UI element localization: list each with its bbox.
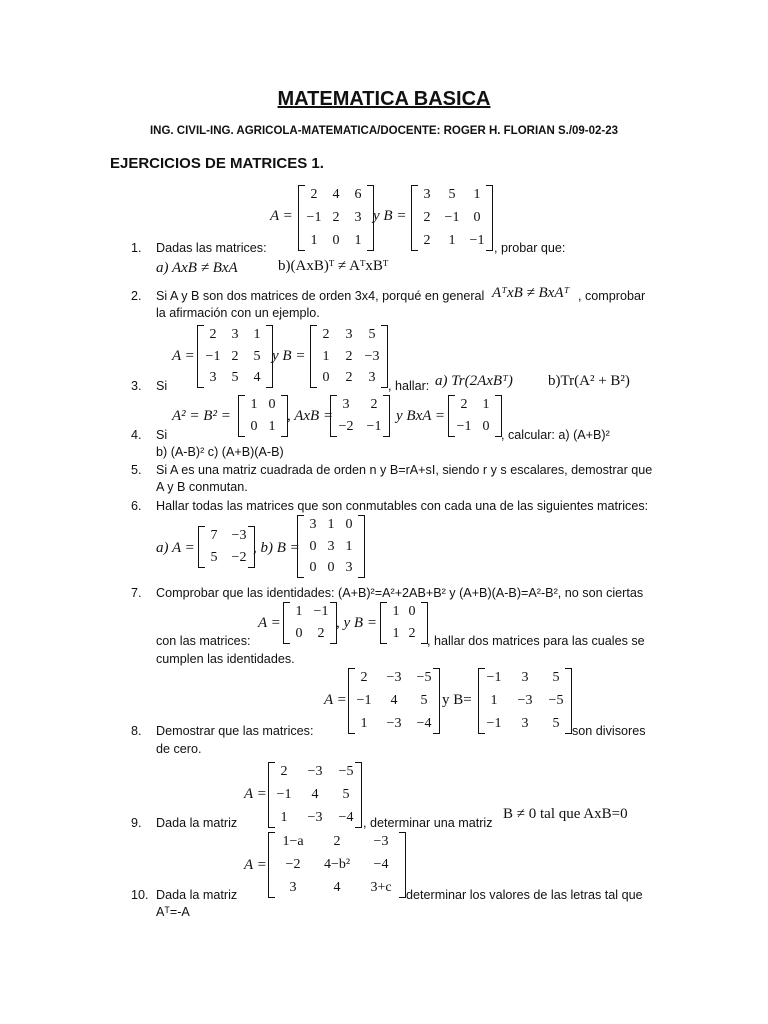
matrix-cell: −1 — [486, 670, 502, 685]
ex1-part-b: b)(AxB)ᵀ ≠ AᵀxBᵀ — [278, 258, 389, 274]
matrix-cell: 1 — [490, 693, 498, 708]
matrix-cell: 4−b² — [323, 857, 351, 872]
matrix-cell: 5 — [253, 348, 261, 364]
matrix-cell: 0 — [482, 419, 490, 434]
matrix-cell: −1 — [366, 419, 382, 434]
matrix-cell: 3 — [423, 187, 431, 202]
matrix-cell: 2 — [333, 834, 341, 849]
matrix-cell: 0 — [309, 560, 317, 575]
matrix-cell: −2 — [231, 550, 247, 565]
ex6-text: Hallar todas las matrices que son conmutables con cada una de las siguientes matrices: — [156, 499, 649, 513]
matrix-cell: 5 — [368, 327, 376, 342]
ex3-part-b: b)Tr(A² + B²) — [548, 373, 630, 389]
matrix-cell: 3 — [231, 327, 239, 342]
matrix-cell: 5 — [552, 670, 560, 685]
ex4-text: Si — [156, 428, 168, 442]
matrix-cell: 0 — [250, 419, 258, 434]
matrix-cell: 2 — [408, 626, 416, 641]
ex5-number: 5. — [131, 463, 142, 477]
ex8-line2: de cero. — [156, 742, 202, 756]
ex7-matrix-a — [283, 602, 337, 644]
matrix-cell: 3 — [309, 517, 317, 532]
ex4-matrix-3 — [448, 395, 502, 437]
matrix-cell: 2 — [370, 397, 378, 412]
ex3-label-a: A = — [172, 348, 195, 364]
matrix-cell: 3 — [345, 327, 353, 342]
ex10-after: determinar los valores de las letras tal que — [406, 888, 643, 902]
matrix-cell: 0 — [345, 517, 353, 532]
matrix-cell: 2 — [231, 348, 239, 364]
ex6-label-a: a) A = — [156, 540, 195, 556]
ex8-text: Demostrar que las matrices: — [156, 724, 314, 738]
ex9-label-a: A = — [244, 786, 267, 802]
matrix-cell: −4 — [373, 857, 389, 872]
matrix-cell: 3+c — [370, 880, 392, 895]
ex9-after: , determinar una matriz — [363, 816, 493, 830]
matrix-cell: −3 — [373, 834, 389, 849]
matrix-cell: 4 — [390, 693, 398, 708]
ex7-label-a: A = — [258, 615, 281, 631]
ex1-matrix-b — [411, 185, 493, 251]
matrix-cell: 3 — [209, 370, 217, 385]
ex8-number: 8. — [131, 724, 142, 738]
ex3-matrix-a — [197, 325, 273, 388]
matrix-cell: 3 — [327, 538, 335, 554]
matrix-cell: 1 — [392, 626, 400, 641]
matrix-cell: 5 — [231, 370, 239, 385]
ex9-text: Dada la matriz — [156, 816, 238, 830]
ex1-matrix-a — [298, 185, 374, 251]
ex8-matrix-b — [478, 668, 572, 734]
ex10-text: Dada la matriz — [156, 888, 238, 902]
matrix-cell: 5 — [342, 787, 350, 802]
ex6-matrix-b — [297, 515, 365, 578]
ex4-label-3: y BxA = — [396, 408, 445, 424]
matrix-cell: 2 — [423, 210, 431, 225]
matrix-cell: 3 — [342, 397, 350, 412]
ex4-after: , calcular: a) (A+B)² — [501, 428, 610, 442]
ex10-label-a: A = — [244, 857, 267, 873]
matrix-cell: 3 — [354, 210, 362, 225]
matrix-cell: 1 — [253, 327, 261, 342]
matrix-cell: 5 — [448, 187, 456, 202]
ex7-matrix-b — [380, 602, 428, 644]
ex10-matrix-a — [268, 832, 406, 898]
matrix-cell: 5 — [420, 693, 428, 708]
matrix-cell: 1 — [322, 348, 330, 364]
ex7-number: 7. — [131, 586, 142, 600]
ex8-after: son divisores — [572, 724, 646, 738]
matrix-cell: −5 — [416, 670, 432, 685]
matrix-cell: −2 — [285, 857, 301, 872]
matrix-cell: 7 — [210, 528, 218, 543]
matrix-cell: −3 — [386, 716, 402, 731]
matrix-cell: 0 — [268, 397, 276, 412]
matrix-cell: 2 — [345, 348, 353, 364]
ex10-line2: Aᵀ=-A — [156, 905, 190, 919]
matrix-cell: 2 — [280, 764, 288, 779]
matrix-cell: −3 — [517, 693, 533, 708]
matrix-cell: 2 — [345, 370, 353, 385]
matrix-cell: −1 — [444, 210, 460, 225]
matrix-cell: 2 — [460, 397, 468, 412]
matrix-cell: 2 — [332, 210, 340, 225]
matrix-cell: 3 — [521, 716, 529, 731]
ex2-after: , comprobar — [578, 289, 646, 303]
matrix-cell: 1 — [392, 604, 400, 619]
matrix-cell: 1 — [310, 233, 318, 248]
ex7-line2a: con las matrices: — [156, 634, 251, 648]
matrix-cell: 2 — [360, 670, 368, 685]
ex3-text: Si — [156, 379, 168, 393]
matrix-cell: −1 — [306, 210, 322, 225]
ex3-part-a: a) Tr(2AxBᵀ) — [435, 373, 513, 389]
matrix-cell: 0 — [295, 626, 303, 641]
ex3-matrix-b — [310, 325, 388, 388]
matrix-cell: 1 — [473, 187, 481, 202]
matrix-cell: 3 — [521, 670, 529, 685]
ex7-text: Comprobar que las identidades: (A+B)²=A²+2AB+B² y (A+B)(A-B)=A²-B², no son ciertas — [156, 586, 644, 600]
ex9-number: 9. — [131, 816, 142, 830]
ex6-label-b: , b) B = — [253, 540, 300, 556]
matrix-cell: 0 — [322, 370, 330, 385]
section-heading: EJERCICIOS DE MATRICES 1. — [110, 155, 324, 172]
matrix-cell: 1−a — [282, 834, 304, 849]
ex2-number: 2. — [131, 289, 142, 303]
ex4-matrix-2 — [330, 395, 390, 437]
ex7-line2b: , hallar dos matrices para las cuales se — [427, 634, 645, 648]
matrix-cell: 1 — [280, 810, 288, 825]
ex2-line2: la afirmación con un ejemplo. — [156, 306, 320, 320]
matrix-cell: −3 — [364, 348, 380, 364]
matrix-cell: 1 — [345, 538, 353, 554]
matrix-cell: 4 — [332, 187, 340, 202]
ex3-number: 3. — [131, 379, 142, 393]
ex9-matrix-a — [268, 762, 362, 828]
ex4-number: 4. — [131, 428, 142, 442]
matrix-cell: −4 — [338, 810, 354, 825]
ex3-label-b: y B = — [272, 348, 306, 364]
ex1-label-a: A = — [270, 208, 293, 224]
matrix-cell: 2 — [423, 233, 431, 248]
matrix-cell: 1 — [354, 233, 362, 248]
matrix-cell: 4 — [311, 787, 319, 802]
ex8-label-a: A = — [324, 692, 347, 708]
matrix-cell: 0 — [473, 210, 481, 225]
matrix-cell: 2 — [322, 327, 330, 342]
ex1-text: Dadas las matrices: — [156, 241, 267, 255]
matrix-cell: −3 — [307, 810, 323, 825]
ex4-matrix-1 — [238, 395, 288, 437]
page-subtitle: ING. CIVIL-ING. AGRICOLA-MATEMATICA/DOCENTE: ROGER H. FLORIAN S./09-02-23 — [149, 125, 619, 137]
matrix-cell: −3 — [386, 670, 402, 685]
ex9-formula: B ≠ 0 tal que AxB=0 — [503, 806, 628, 822]
ex2-text: Si A y B son dos matrices de orden 3x4, porqué en general — [156, 289, 485, 303]
ex8-matrix-a — [348, 668, 440, 734]
ex4-label-1: A² = B² = — [172, 408, 231, 424]
matrix-cell: −5 — [548, 693, 564, 708]
page-title: MATEMATICA BASICA — [277, 88, 491, 110]
ex1-number: 1. — [131, 241, 142, 255]
matrix-cell: 2 — [310, 187, 318, 202]
ex7-line3: cumplen las identidades. — [156, 652, 295, 666]
matrix-cell: 3 — [345, 560, 353, 575]
matrix-cell: 4 — [333, 880, 341, 895]
ex7-label-b: , y B = — [336, 615, 377, 631]
matrix-cell: −1 — [469, 233, 485, 248]
ex5-line1: Si A es una matriz cuadrada de orden n y B=rA+sI, siendo r y s escalares, demostrar que — [156, 463, 653, 477]
matrix-cell: 2 — [209, 327, 217, 342]
matrix-cell: 5 — [210, 550, 218, 565]
matrix-cell: −3 — [307, 764, 323, 779]
matrix-cell: 0 — [408, 604, 416, 619]
matrix-cell: 1 — [295, 604, 303, 619]
matrix-cell: −3 — [231, 528, 247, 543]
matrix-cell: −1 — [356, 693, 372, 708]
ex1-after: , probar que: — [494, 241, 566, 255]
matrix-cell: −1 — [205, 348, 221, 364]
ex1-part-a: a) AxB ≠ BxA — [156, 260, 238, 276]
matrix-cell: −1 — [276, 787, 292, 802]
ex6-number: 6. — [131, 499, 142, 513]
matrix-cell: 3 — [289, 880, 297, 895]
ex4-label-2: , AxB = — [287, 408, 334, 424]
matrix-cell: 5 — [552, 716, 560, 731]
matrix-cell: −1 — [313, 604, 329, 619]
matrix-cell: 4 — [253, 370, 261, 385]
ex10-number: 10. — [131, 888, 149, 902]
matrix-cell: 6 — [354, 187, 362, 202]
matrix-cell: −5 — [338, 764, 354, 779]
matrix-cell: 0 — [309, 538, 317, 554]
matrix-cell: 0 — [327, 560, 335, 575]
matrix-cell: 1 — [250, 397, 258, 412]
ex5-line2: A y B conmutan. — [156, 480, 248, 494]
ex2-formula: AᵀxB ≠ BxAᵀ — [492, 285, 570, 301]
matrix-cell: 1 — [360, 716, 368, 731]
matrix-cell: 0 — [332, 233, 340, 248]
matrix-cell: 1 — [268, 419, 276, 434]
matrix-cell: −1 — [456, 419, 472, 434]
ex1-label-b: y B = — [373, 208, 407, 224]
matrix-cell: −4 — [416, 716, 432, 731]
ex6-matrix-a — [198, 526, 255, 568]
matrix-cell: −1 — [486, 716, 502, 731]
ex3-after: , hallar: — [388, 379, 430, 393]
matrix-cell: −2 — [338, 419, 354, 434]
ex4-line2: b) (A-B)² c) (A+B)(A-B) — [156, 445, 284, 459]
matrix-cell: 1 — [482, 397, 490, 412]
matrix-cell: 1 — [448, 233, 456, 248]
matrix-cell: 2 — [317, 626, 325, 641]
matrix-cell: 1 — [327, 517, 335, 532]
matrix-cell: 3 — [368, 370, 376, 385]
ex8-label-b: y B= — [442, 692, 472, 708]
